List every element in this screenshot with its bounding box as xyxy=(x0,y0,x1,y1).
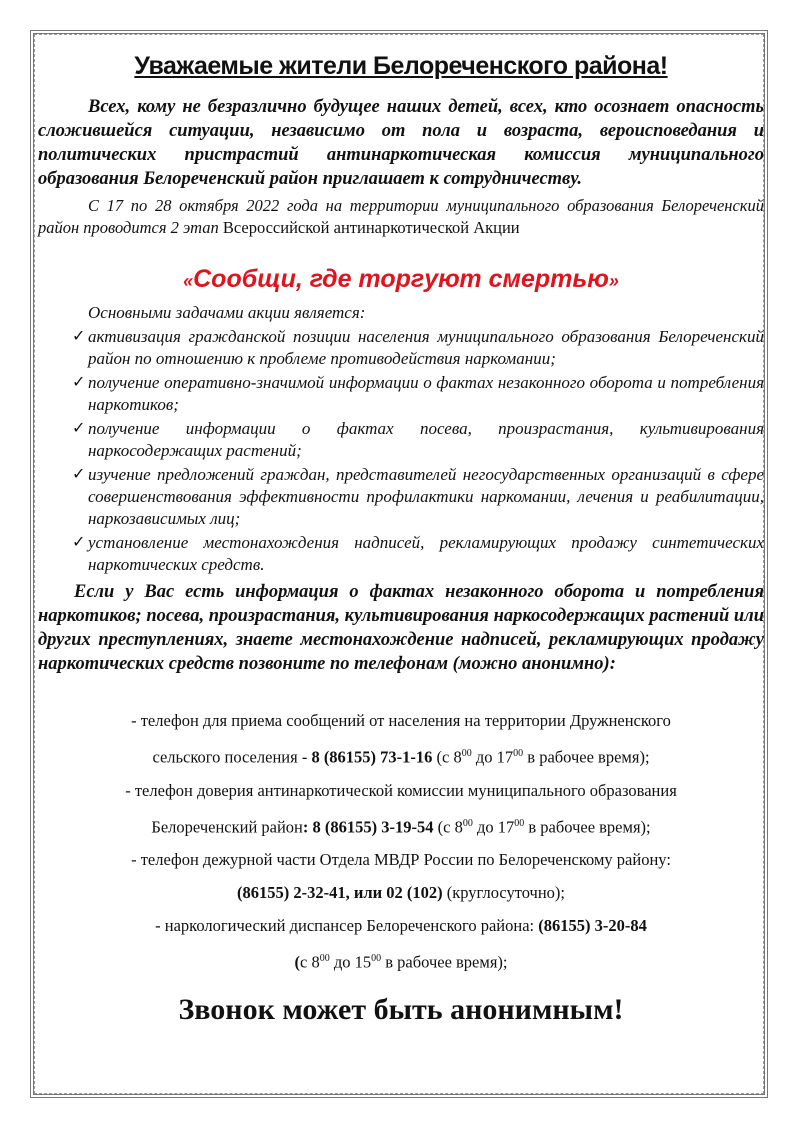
slogan-close-quote: » xyxy=(608,271,619,291)
phone-2-hours-b: до 17 xyxy=(472,817,515,836)
tasks-title: Основными задачами акции является: xyxy=(88,303,366,322)
phone-1-number: 8 (86155) 73-1-16 xyxy=(311,747,433,767)
phone-1-hours-a: (с 8 xyxy=(432,747,462,767)
phone-4-line-2 xyxy=(38,942,764,979)
closing-statement: Звонок может быть анонимным! xyxy=(178,992,624,1026)
phone-4-hours-a: с 8 xyxy=(300,952,320,972)
phone-list xyxy=(38,704,764,979)
sup-00: 00 xyxy=(461,748,472,759)
slogan-open-quote: « xyxy=(183,271,194,291)
task-text: получение оперативно-значимой информации о фактах незаконного оборота и потребления наркотиков; xyxy=(88,373,764,414)
sup-00: 00 xyxy=(513,748,524,759)
action-dates-text: С 17 по 28 октября 2022 года на территории муниципального образования Белореченский район проводится 2 этап xyxy=(38,196,764,237)
sup-00: 00 xyxy=(319,953,330,964)
intro-paragraph: Всех, кому не безразлично будущее наших детей, всех, кто осознает опасность сложившейся ситуации, независимо от пола и возраста, вероисповедания и политических пристрастий антинаркотическая комиссия муниципального образования Белореченский район приглашает к сотрудничеству. xyxy=(38,97,764,189)
list-item xyxy=(38,372,764,416)
checkmark-icon: ✓ xyxy=(72,328,86,345)
phone-1-line-2 xyxy=(38,737,764,774)
checkmark-icon: ✓ xyxy=(72,420,86,437)
slogan-text: Сообщи, где торгуют смертью xyxy=(193,265,609,293)
action-name-text: Всероссийской антинаркотической Акции xyxy=(222,218,520,237)
sup-00: 00 xyxy=(371,953,382,964)
phone-4-label: - наркологический диспансер Белореченского района: xyxy=(155,916,539,935)
phone-2-line-1: - телефон доверия антинаркотической комиссии муниципального образования xyxy=(125,780,677,800)
checkmark-icon: ✓ xyxy=(72,534,86,551)
phone-2-hours-a: (с 8 xyxy=(433,817,463,836)
phone-4-hours-c: в рабочее время); xyxy=(381,952,508,972)
task-text: установление местонахождения надписей, рекламирующих продажу синтетических наркотических средств. xyxy=(88,533,764,574)
phone-3-hours: (круглосуточно); xyxy=(442,883,565,902)
phone-2-label: Белореченский район xyxy=(151,817,303,836)
call-to-action: Если у Вас есть информация о фактах незаконного оборота и потребления наркотиков; посева, произрастания, культивирования наркосодержащих растений или других преступлениях, знаете местонахождение надписей, рекламирующих продажу наркотических средств позвоните по телефонам (можно анонимно): xyxy=(38,582,764,674)
phone-2-line-2 xyxy=(38,807,764,844)
phone-3-line-2 xyxy=(38,876,764,909)
phone-4-paren: ( xyxy=(294,952,300,972)
list-item xyxy=(38,532,764,576)
phone-2-number: : 8 (86155) 3-19-54 xyxy=(302,817,434,836)
slogan xyxy=(38,265,764,294)
phone-4-line-1 xyxy=(38,909,764,942)
phone-2-hours-c: в рабочее время); xyxy=(524,817,651,836)
phone-1-hours-b: до 17 xyxy=(471,747,514,767)
headline: Уважаемые жители Белореченского района! xyxy=(134,52,668,80)
phone-1-line-1: - телефон для приема сообщений от населения на территории Дружненского xyxy=(131,711,671,730)
phone-4-number: (86155) 3-20-84 xyxy=(538,916,647,935)
list-item xyxy=(38,326,764,370)
phone-4-hours-b: до 15 xyxy=(329,952,372,972)
flyer-content xyxy=(38,52,764,1027)
sup-00: 00 xyxy=(462,817,473,829)
phone-1-label: сельского поселения - xyxy=(152,747,312,767)
action-paragraph xyxy=(38,195,764,239)
list-item xyxy=(38,464,764,530)
phone-1-hours-c: в рабочее время); xyxy=(523,747,650,767)
phone-3-line-1: - телефон дежурной части Отдела МВДР России по Белореченскому району: xyxy=(131,850,671,869)
list-item xyxy=(38,418,764,462)
tasks-list xyxy=(38,326,764,576)
task-text: изучение предложений граждан, представителей негосударственных организаций в сфере совершенствования эффективности профилактики наркомании, лечения и реабилитации, наркозависимых лиц; xyxy=(88,465,764,528)
sup-00: 00 xyxy=(514,817,525,829)
checkmark-icon: ✓ xyxy=(72,374,86,391)
task-text: активизация гражданской позиции населения муниципального образования Белореченский район по отношению к проблеме противодействия наркомании; xyxy=(88,327,764,368)
checkmark-icon: ✓ xyxy=(72,466,86,483)
phone-3-number: (86155) 2-32-41, или 02 (102) xyxy=(237,883,443,902)
task-text: получение информации о фактах посева, произрастания, культивирования наркосодержащих растений; xyxy=(88,419,764,460)
